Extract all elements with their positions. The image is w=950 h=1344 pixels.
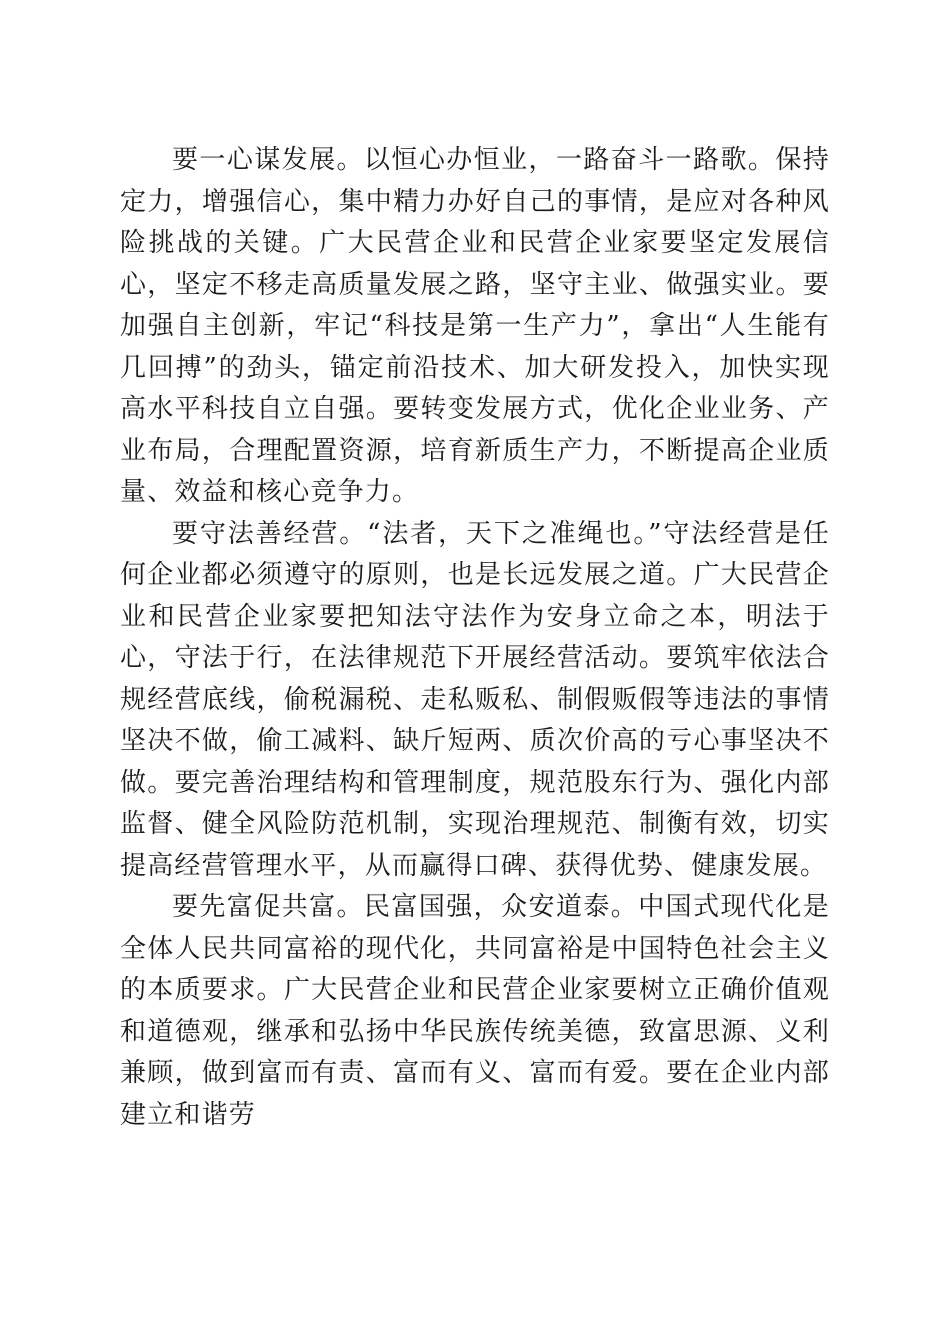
- document-body: [120, 140, 830, 1136]
- paragraph-develop: 要一心谋发展。以恒心办恒业，一路奋斗一路歌。保持定力，增强信心，集中精力办好自己的事情，是应对各种风险挑战的关键。广大民营企业和民营企业家要坚定发展信心，坚定不移走高质量发展之路，坚守主业、做强实业。要加强自主创新，牢记“科技是第一生产力”，拿出“人生能有几回搏”的劲头，锚定前沿技术、加大研发投入，加快实现高水平科技自立自强。要转变发展方式，优化企业业务、产业布局，合理配置资源，培育新质生产力，不断提高企业质量、效益和核心竞争力。: [120, 145, 830, 507]
- paragraph-prosperity: 要先富促共富。民富国强，众安道泰。中国式现代化是全体人民共同富裕的现代化，共同富裕是中国特色社会主义的本质要求。广大民营企业和民营企业家要树立正确价值观和道德观，继承和弘扬中华民族传统美德，致富思源、义利兼顾，做到富而有责、富而有义、富而有爱。要在企业内部建立和谐劳: [120, 892, 830, 1130]
- paragraph-law: 要守法善经营。“法者，天下之准绳也。”守法经营是任何企业都必须遵守的原则，也是长远发展之道。广大民营企业和民营企业家要把知法守法作为安身立命之本，明法于心，守法于行，在法律规范下开展经营活动。要筑牢依法合规经营底线，偷税漏税、走私贩私、制假贩假等违法的事情坚决不做，偷工减料、缺斤短两、质次价高的亏心事坚决不做。要完善治理结构和管理制度，规范股东行为、强化内部监督、健全风险防范机制，实现治理规范、制衡有效，切实提高经营管理水平，从而赢得口碑、获得优势、健康发展。: [120, 518, 830, 881]
